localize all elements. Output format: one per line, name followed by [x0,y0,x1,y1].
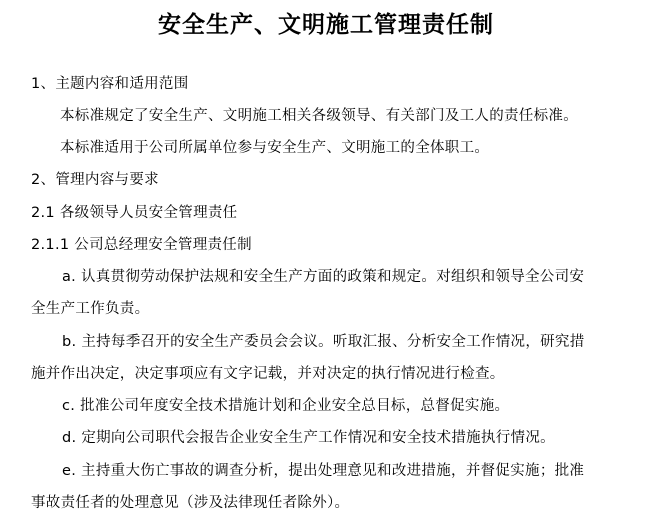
list-item-e-cont: 事故责任者的处理意见（涉及法律现任者除外）。 [31,495,350,511]
list-item-a-cont: 全生产工作负责。 [31,301,150,317]
section-heading-1: 1、主题内容和适用范围 [31,76,189,92]
list-item-c: c. 批准公司年度安全技术措施计划和企业安全总目标，总督促实施。 [62,398,510,414]
paragraph: 本标准规定了安全生产、文明施工相关各级领导、有关部门及工人的责任标准。 [60,108,578,124]
list-item-e: e. 主持重大伤亡事故的调查分析，提出处理意见和改进措施，并督促实施；批准 [62,463,585,479]
paragraph: 本标准适用于公司所属单位参与安全生产、文明施工的全体职工。 [60,140,490,156]
list-item-b: b. 主持每季召开的安全生产委员会会议。听取汇报、分析安全工作情况，研究措 [62,334,585,350]
subsection-heading-2-1-1: 2.1.1 公司总经理安全管理责任制 [31,237,252,253]
list-item-b-cont: 施并作出决定，决定事项应有文字记载，并对决定的执行情况进行检查。 [31,366,505,382]
list-item-d: d. 定期向公司职代会报告企业安全生产工作情况和安全技术措施执行情况。 [62,430,555,446]
section-heading-2: 2、管理内容与要求 [31,172,159,188]
subsection-heading-2-1: 2.1 各级领导人员安全管理责任 [31,205,238,221]
list-item-a: a. 认真贯彻劳动保护法规和安全生产方面的政策和规定。对组织和领导全公司安 [62,269,585,285]
document-title: 安全生产、文明施工管理责任制 [158,11,494,38]
